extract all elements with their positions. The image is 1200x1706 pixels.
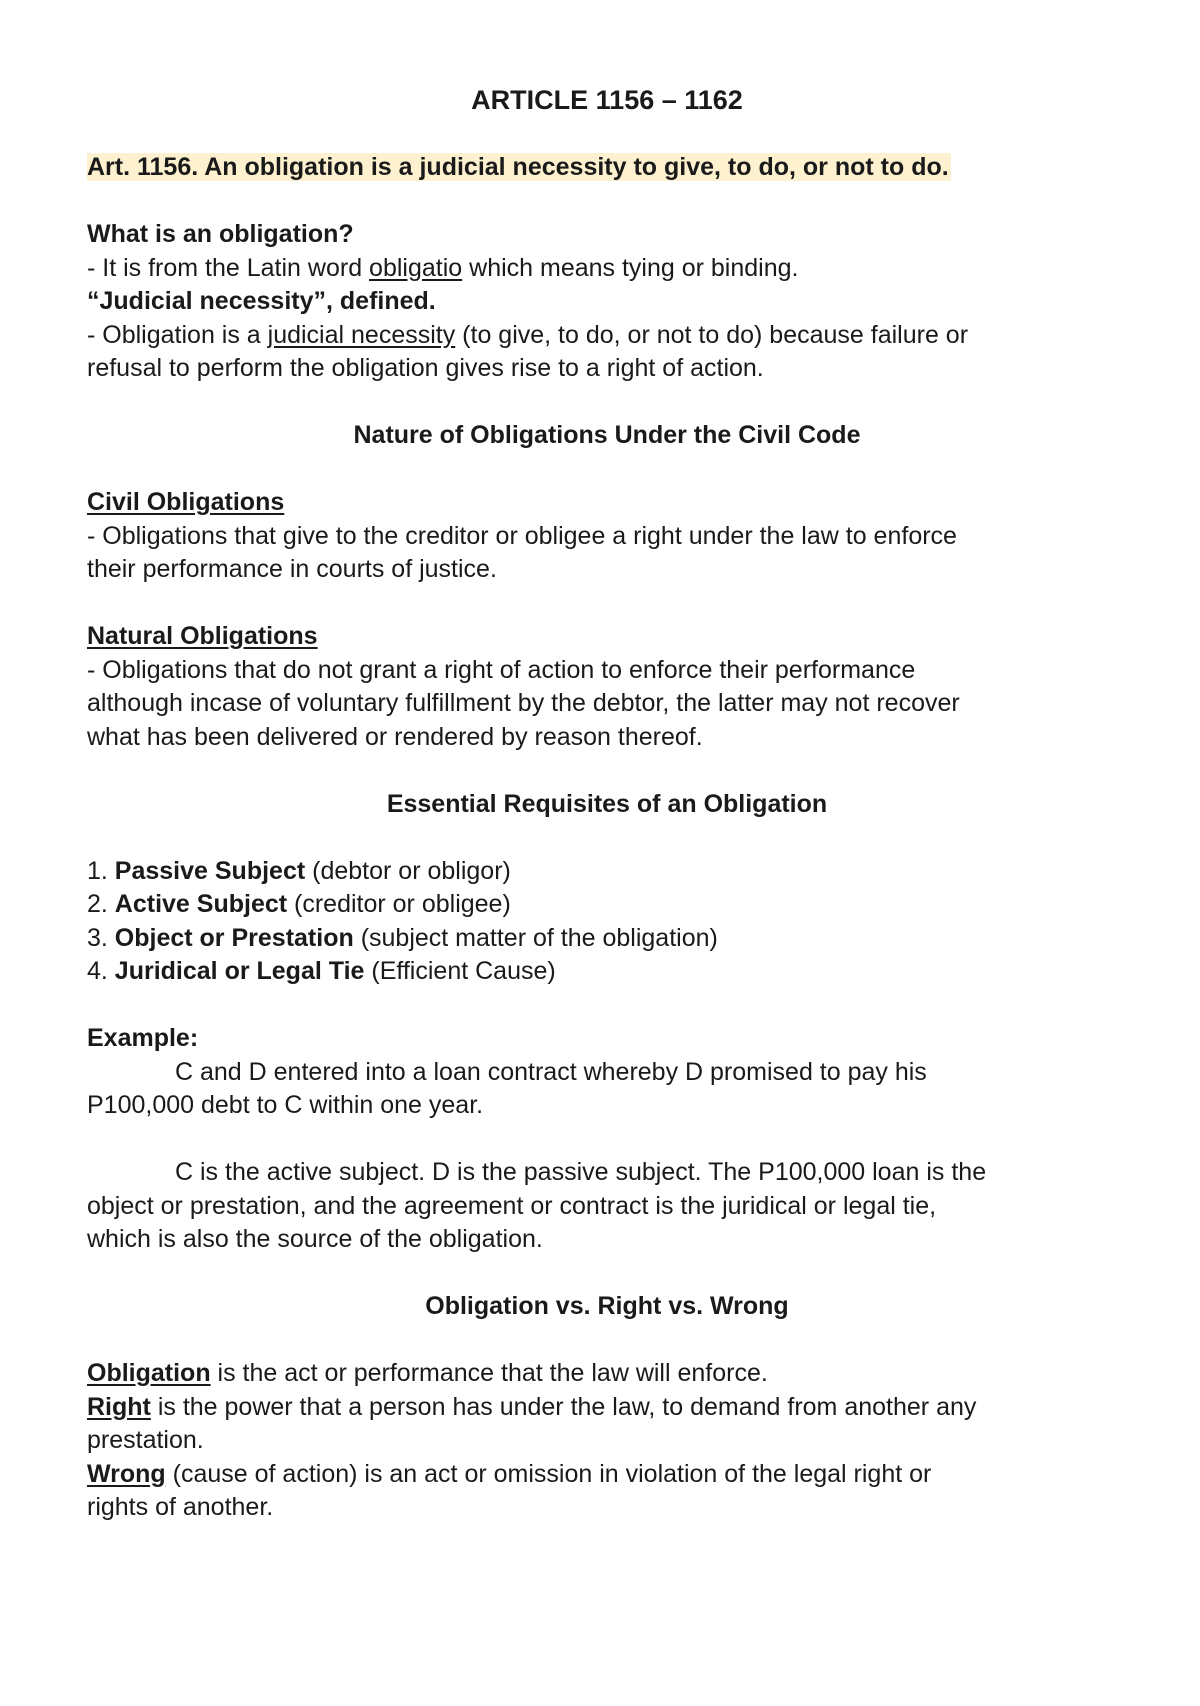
comparison-heading: Obligation vs. Right vs. Wrong [425,1292,789,1320]
civil-obligations-heading-line [87,486,1127,520]
example-p2-line-1-text: C is the active subject. D is the passive subject. The P100,000 loan is the [175,1158,987,1186]
wrong-definition-cont: rights of another. [87,1493,274,1521]
requisite-term: Active Subject [114,890,288,918]
obligation-definition [87,1357,1127,1391]
requisite-item [87,955,1127,989]
right-text: is the power that a person has under the law, to demand from another any [150,1392,977,1421]
what-is-line-pre: - It is from the Latin word [87,253,370,282]
requisite-item [87,922,1127,956]
natural-obligations-line-1: - Obligations that do not grant a right of action to enforce their performance [87,655,916,684]
spacer [87,1123,1127,1157]
example-p1-line-2: P100,000 debt to C within one year. [87,1091,484,1119]
spacer [87,386,1127,420]
requisite-number: 1. [87,856,115,885]
example-p2-line-2: object or prestation, and the agreement or contract is the juridical or legal tie, [87,1191,937,1220]
example-p1-line-1 [87,1056,1127,1090]
requisite-number: 2. [87,890,115,918]
judicial-necessity-line-1-pre: - Obligation is a [87,320,268,349]
requisite-desc: (creditor or obligee) [287,890,511,918]
natural-obligations-line-2: although incase of voluntary fulfillment by the debtor, the latter may not recover [87,689,960,717]
wrong-definition [87,1458,1127,1492]
natural-obligations-heading-line [87,620,1127,654]
requisite-number: 3. [87,923,115,952]
wrong-term: Wrong [87,1459,166,1488]
spacer [87,821,1127,855]
natural-obligations-heading: Natural Obligations [87,622,318,650]
spacer [87,185,1127,219]
example-p1-line-1-text: C and D entered into a loan contract whereby D promised to pay his [175,1057,927,1086]
natural-obligations-line-3: what has been delivered or rendered by reason thereof. [87,722,703,751]
judicial-necessity-line-1 [87,319,1127,353]
right-definition-cont: prestation. [87,1426,204,1454]
civil-obligations-line-1: - Obligations that give to the creditor or obligee a right under the law to enforce [87,521,957,550]
article-statement-highlight: Art. 1156. An obligation is a judicial necessity to give, to do, or not to do. [87,153,949,181]
requisite-item [87,855,1127,889]
requisite-desc: (debtor or obligor) [305,856,511,885]
page-title: ARTICLE 1156 – 1162 [471,85,743,115]
document-page [87,84,1127,1525]
requisite-term: Object or Prestation [114,923,354,952]
judicial-necessity-heading: “Judicial necessity”, defined. [87,287,436,315]
right-term: Right [87,1392,151,1421]
requisites-heading: Essential Requisites of an Obligation [386,789,828,818]
spacer [87,989,1127,1023]
spacer [87,754,1127,788]
spacer [87,587,1127,621]
example-p2-line-1 [87,1156,1127,1190]
spacer [87,1324,1127,1358]
civil-obligations-heading: Civil Obligations [87,488,285,516]
requisite-item [87,888,1127,922]
civil-obligations-line-2: their performance in courts of justice. [87,555,497,583]
requisite-desc: (Efficient Cause) [364,957,556,985]
term-obligatio: obligatio [369,253,463,282]
example-heading: Example: [87,1024,199,1052]
spacer [87,118,1127,152]
obligation-term: Obligation [87,1359,211,1387]
judicial-necessity-line-1-post: (to give, to do, or not to do) because failure or [455,320,969,349]
requisite-number: 4. [87,957,115,985]
nature-heading: Nature of Obligations Under the Civil Code [353,421,861,449]
term-judicial-necessity: judicial necessity [267,320,456,349]
what-is-heading: What is an obligation? [87,220,354,248]
requisite-term: Passive Subject [114,856,306,885]
what-is-line [87,252,1127,286]
wrong-text: (cause of action) is an act or omission in violation of the legal right or [165,1459,932,1488]
example-p2-line-3: which is also the source of the obligation. [87,1225,543,1253]
article-statement [87,151,1127,185]
requisite-term: Juridical or Legal Tie [114,957,365,985]
judicial-necessity-line-2: refusal to perform the obligation gives rise to a right of action. [87,354,764,382]
obligation-text: is the act or performance that the law will enforce. [210,1359,768,1387]
spacer [87,1257,1127,1291]
what-is-line-post: which means tying or binding. [462,253,799,282]
right-definition [87,1391,1127,1425]
spacer [87,453,1127,487]
requisite-desc: (subject matter of the obligation) [353,923,718,952]
